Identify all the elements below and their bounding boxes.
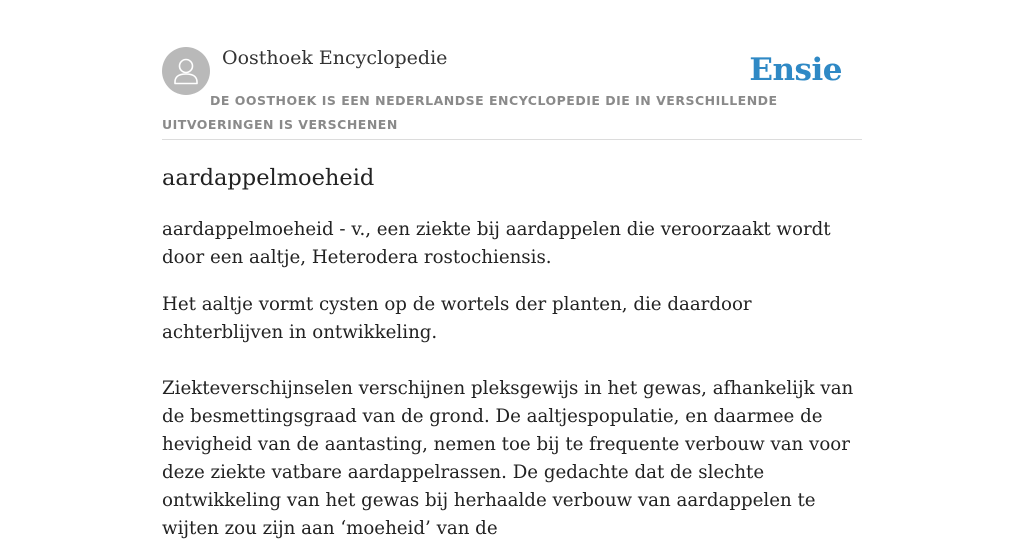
article-paragraph: aardappelmoeheid - v., een ziekte bij aardappelen die veroorzaakt wordt door een aaltje, Heterodera rostochiensis. [162,219,831,268]
article-title: aardappelmoeheid [162,165,375,191]
article-paragraph: Ziekteverschijnselen verschijnen pleksgewijs in het gewas, afhankelijk van de besmettingsgraad van de grond. De aaltjespopulatie, en daarmee de hevigheid van de aantasting, nemen toe bij te frequente verbouw van voor deze ziekte vatbare aardappelrassen. De gedachte dat de slechte ontwikkeling van het gewas bij herhaalde verbouw van aardappelen te wijten zou zijn aan ‘moeheid’ van de [162,378,854,539]
article-paragraph: Het aaltje vormt cysten op de wortels der planten, die daardoor achterblijven in ontwikkeling. [162,294,752,343]
header-divider [162,139,862,140]
user-icon [162,47,210,95]
site-tagline: DE OOSTHOEK IS EEN NEDERLANDSE ENCYCLOPEDIE DIE IN VERSCHILLENDE UITVOERINGEN IS VERSCHENEN [162,93,778,132]
site-name-link[interactable]: Oosthoek Encyclopedie [222,47,448,69]
brand-logo[interactable]: Ensie [749,52,842,88]
author-avatar[interactable] [162,47,210,95]
article [162,160,862,543]
